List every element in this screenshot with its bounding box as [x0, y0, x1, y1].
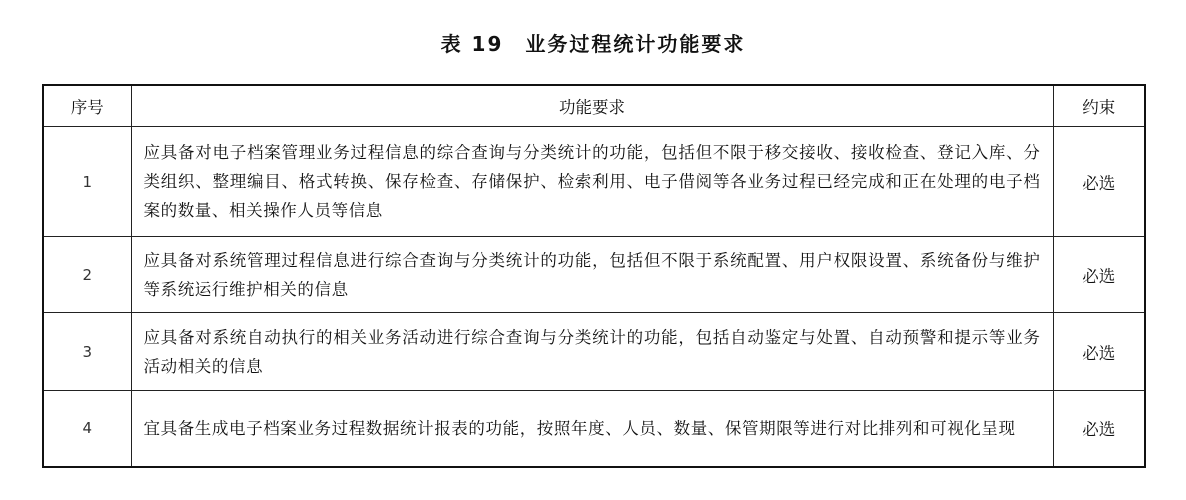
row-seq: 3 [43, 313, 131, 391]
row-constraint: 必选 [1053, 391, 1145, 467]
header-constraint: 约束 [1053, 85, 1145, 127]
row-constraint: 必选 [1053, 313, 1145, 391]
table-caption [0, 28, 1186, 57]
table-row [43, 391, 1145, 467]
row-requirement: 应具备对系统自动执行的相关业务活动进行综合查询与分类统计的功能，包括自动鉴定与处置、自动预警和提示等业务活动相关的信息 [131, 313, 1053, 391]
table-number: 表 19 [440, 32, 504, 56]
row-seq: 2 [43, 237, 131, 313]
header-seq: 序号 [43, 85, 131, 127]
row-requirement: 宜具备生成电子档案业务过程数据统计报表的功能，按照年度、人员、数量、保管期限等进行对比排列和可视化呈现 [131, 391, 1053, 467]
table-row [43, 237, 1145, 313]
table-row [43, 313, 1145, 391]
row-constraint: 必选 [1053, 237, 1145, 313]
header-requirement: 功能要求 [131, 85, 1053, 127]
table-title: 业务过程统计功能要求 [525, 32, 746, 56]
header-row [43, 85, 1145, 127]
row-seq: 1 [43, 127, 131, 237]
row-requirement: 应具备对系统管理过程信息进行综合查询与分类统计的功能，包括但不限于系统配置、用户权限设置、系统备份与维护等系统运行维护相关的信息 [131, 237, 1053, 313]
row-constraint: 必选 [1053, 127, 1145, 237]
row-requirement: 应具备对电子档案管理业务过程信息的综合查询与分类统计的功能，包括但不限于移交接收、接收检查、登记入库、分类组织、整理编目、格式转换、保存检查、存储保护、检索利用、电子借阅等各业务过程已经完成和正在处理的电子档案的数量、相关操作人员等信息 [131, 127, 1053, 237]
table-row [43, 127, 1145, 237]
requirements-table [42, 84, 1146, 468]
row-seq: 4 [43, 391, 131, 467]
